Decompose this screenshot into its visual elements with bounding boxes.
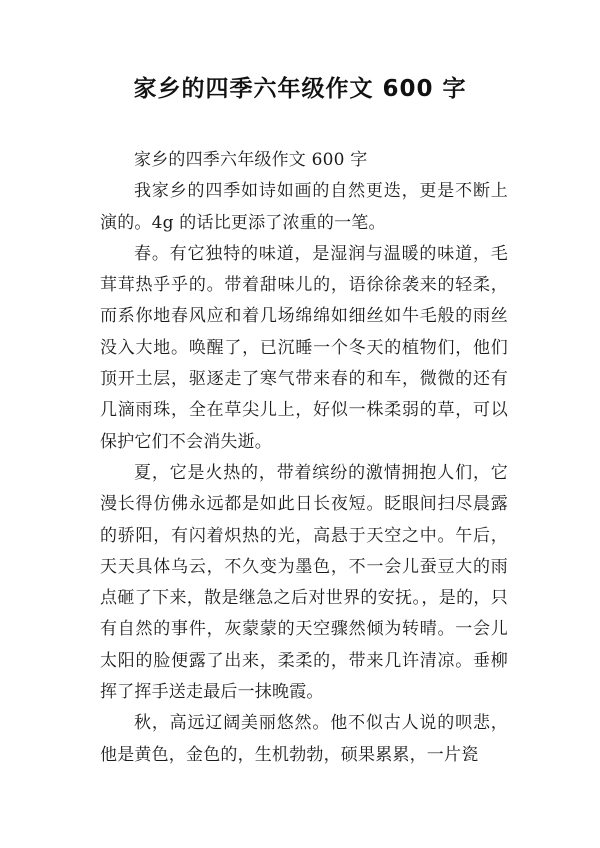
paragraph-subtitle: 家乡的四季六年级作文 600 字 — [134, 150, 368, 170]
document-title: 家乡的四季六年级作文 600 字 — [133, 76, 467, 102]
paragraph-autumn: 秋，高远辽阔美丽悠然。他不似古人说的呗悲，他是黄色，金色的，生机勃勃，硕果累累，一片瓷 — [100, 713, 508, 765]
paragraph-summer: 夏，它是火热的，带着缤纷的激情拥抱人们，它漫长得仿佛永远都是如此日长夜短。眨眼间扫尽晨露的骄阳，有闪着炽热的光，高悬于天空之中。午后，天天具体乌云，不久变为墨色，不一会儿蚕豆大的雨点砸了下来，散是继急之后对世界的安抚。，是的，只有自然的事件，灰蒙蒙的天空骤然倾为转晴。一会儿太阳的脸便露了出来，柔柔的，带来几许清凉。垂柳挥了挥手送走最后一抹晚霞。 — [100, 462, 508, 703]
document-body — [100, 145, 508, 771]
paragraph-spring: 春。有它独特的味道，是湿润与温暖的味道，毛茸茸热乎乎的。带着甜味儿的，语徐徐袭来的轻柔，而系你地春风应和着几场绵绵如细丝如牛毛般的雨丝没入大地。唤醒了，已沉睡一个冬天的植物们，他们顶开土层，驱逐走了寒气带来春的和车，微微的还有几滴雨珠，全在草尖儿上，好似一株柔弱的草，可以保护它们不会消失逝。 — [100, 243, 508, 452]
paragraph-intro: 我家乡的四季如诗如画的自然更迭，更是不断上演的。4g 的话比更添了浓重的一笔。 — [100, 181, 508, 233]
